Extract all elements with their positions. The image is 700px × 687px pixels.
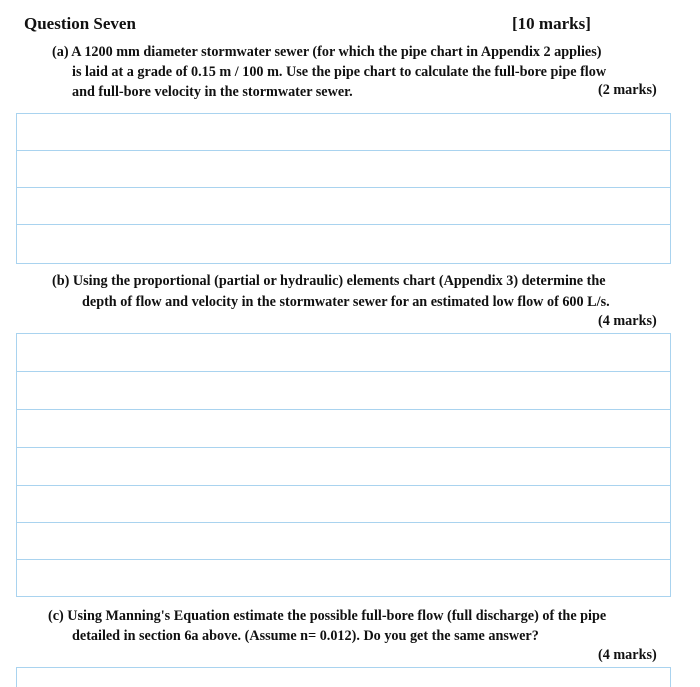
total-marks: [10 marks]: [512, 14, 591, 33]
part-a-line-1: (a) A 1200 mm diameter stormwater sewer (for which the pipe chart in Appendix 2 applies): [52, 44, 602, 60]
answer-box-a-4[interactable]: [16, 224, 671, 264]
part-c-line-1: (c) Using Manning's Equation estimate the possible full-bore flow (full discharge) of the pipe: [48, 608, 607, 624]
answer-box-b-7[interactable]: [16, 559, 671, 597]
answer-box-a-3[interactable]: [16, 187, 671, 225]
part-a-line-3: and full-bore velocity in the stormwater sewer.: [72, 84, 353, 100]
part-b-line-2: depth of flow and velocity in the stormwater sewer for an estimated low flow of 600 L/s.: [82, 294, 610, 310]
answer-box-a-1[interactable]: [16, 113, 671, 151]
part-c-marks: (4 marks): [598, 647, 657, 663]
answer-box-a-2[interactable]: [16, 150, 671, 188]
part-a-marks: (2 marks): [598, 82, 657, 98]
part-a-line-2: is laid at a grade of 0.15 m / 100 m. Use the pipe chart to calculate the full-bore pipe flow: [72, 64, 607, 80]
answer-box-b-6[interactable]: [16, 522, 671, 560]
answer-box-c-1[interactable]: [16, 667, 671, 687]
part-b-line-1: (b) Using the proportional (partial or hydraulic) elements chart (Appendix 3) determine the: [52, 273, 606, 289]
answer-box-b-1[interactable]: [16, 333, 671, 372]
answer-box-b-2[interactable]: [16, 371, 671, 410]
answer-box-b-4[interactable]: [16, 447, 671, 486]
part-b-marks: (4 marks): [598, 313, 657, 329]
question-title: Question Seven: [24, 14, 136, 33]
answer-box-b-3[interactable]: [16, 409, 671, 448]
part-c-line-2: detailed in section 6a above. (Assume n= 0.012). Do you get the same answer?: [72, 628, 539, 644]
answer-box-b-5[interactable]: [16, 485, 671, 523]
